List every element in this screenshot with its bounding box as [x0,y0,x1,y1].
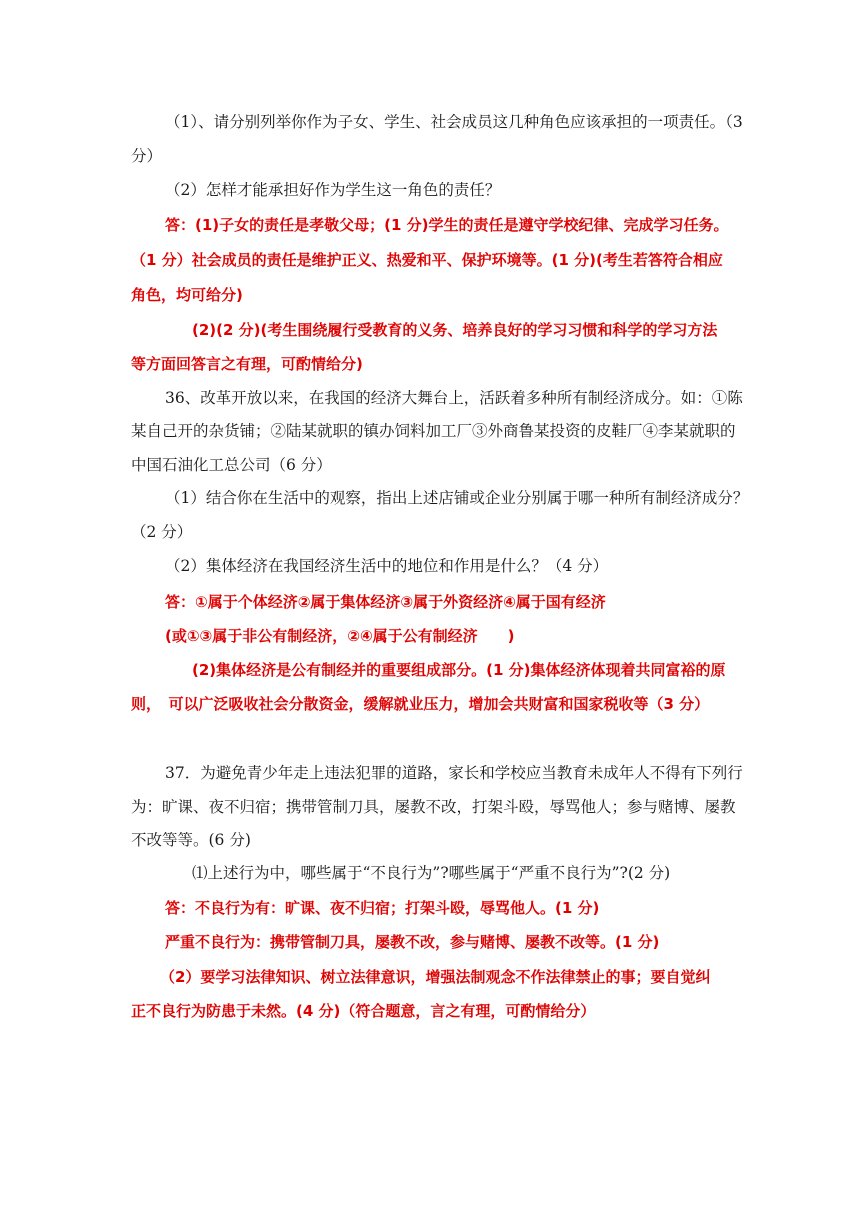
answer-37-line3: （2）要学习法律知识、树立法律意识，增强法制观念不作法律禁止的事；要自觉纠 [160,968,711,986]
answer-35-line1: 答：(1)子女的责任是孝敬父母；(1 分)学生的责任是遵守学校纪律、完成学习任务。 [165,216,729,234]
answer-37-line2: 严重不良行为：携带管制刀具，屡教不改，参与赌博、屡教不改等。(1 分) [165,933,660,951]
answer-36-line2: (或①③属于非公有制经济，②④属于公有制经济 ) [165,627,515,645]
answer-35-line2: （1 分）社会成员的责任是维护正义、热爱和平、保护环境等。(1 分)(考生若答符合相应 [131,251,723,269]
question-36-line1: 36、改革开放以来，在我国的经济大舞台上，活跃着多种所有制经济成分。如：①陈 [165,389,743,407]
question-37-line1: 37．为避免青少年走上违法犯罪的道路，家长和学校应当教育未成年人不得有下列行 [165,764,743,782]
answer-35-line3: 角色，均可给分) [131,286,243,304]
question-35-part1-score: 分） [131,147,163,165]
question-37-line2: 为：旷课、夜不归宿；携带管制刀具，屡教不改，打架斗殴，辱骂他人；参与赌博、屡教 [131,798,736,816]
answer-37-line4: 正不良行为防患于未然。(4 分)（符合题意，言之有理，可酌情给分） [131,1002,596,1020]
question-36-line3: 中国石油化工总公司（6 分） [131,456,332,474]
answer-36-line4: 则， 可以广泛吸收社会分散资金，缓解就业压力，增加会共财富和国家税收等（3 分） [131,695,710,713]
answer-36-line1: 答：①属于个体经济②属于集体经济③属于外资经济④属于国有经济 [165,593,606,611]
answer-35-line5: 等方面回答言之有理，可酌情给分) [131,355,363,373]
answer-37-line1: 答：不良行为有：旷课、夜不归宿；打架斗殴，辱骂他人。(1 分) [165,899,600,917]
question-36-line2: 某自己开的杂货铺；②陆某就职的镇办饲料加工厂③外商鲁某投资的皮鞋厂④李某就职的 [131,422,736,440]
question-36-part1: （1）结合你在生活中的观察，指出上述店铺或企业分别属于哪一种所有制经济成分？ [165,489,749,507]
question-37-part1: ⑴上述行为中，哪些属于“不良行为”?哪些属于“严重不良行为”?(2 分) [192,864,671,882]
answer-36-line3: (2)集体经济是公有制经并的重要组成部分。(1 分)集体经济体现着共同富裕的原 [192,661,726,679]
question-35-part2: （2）怎样才能承担好作为学生这一角色的责任？ [165,181,501,199]
question-36-part1-score: （2 分） [131,523,193,541]
answer-35-line4: (2)(2 分)(考生围绕履行受教育的义务、培养良好的学习习惯和科学的学习方法 [192,321,718,339]
question-36-part2: （2）集体经济在我国经济生活中的地位和作用是什么？（4 分） [165,557,609,575]
question-35-part1: （1）、请分别列举你作为子女、学生、社会成员这几种角色应该承担的一项责任。（3 [165,113,743,131]
question-37-line3: 不改等等。(6 分) [131,831,251,849]
